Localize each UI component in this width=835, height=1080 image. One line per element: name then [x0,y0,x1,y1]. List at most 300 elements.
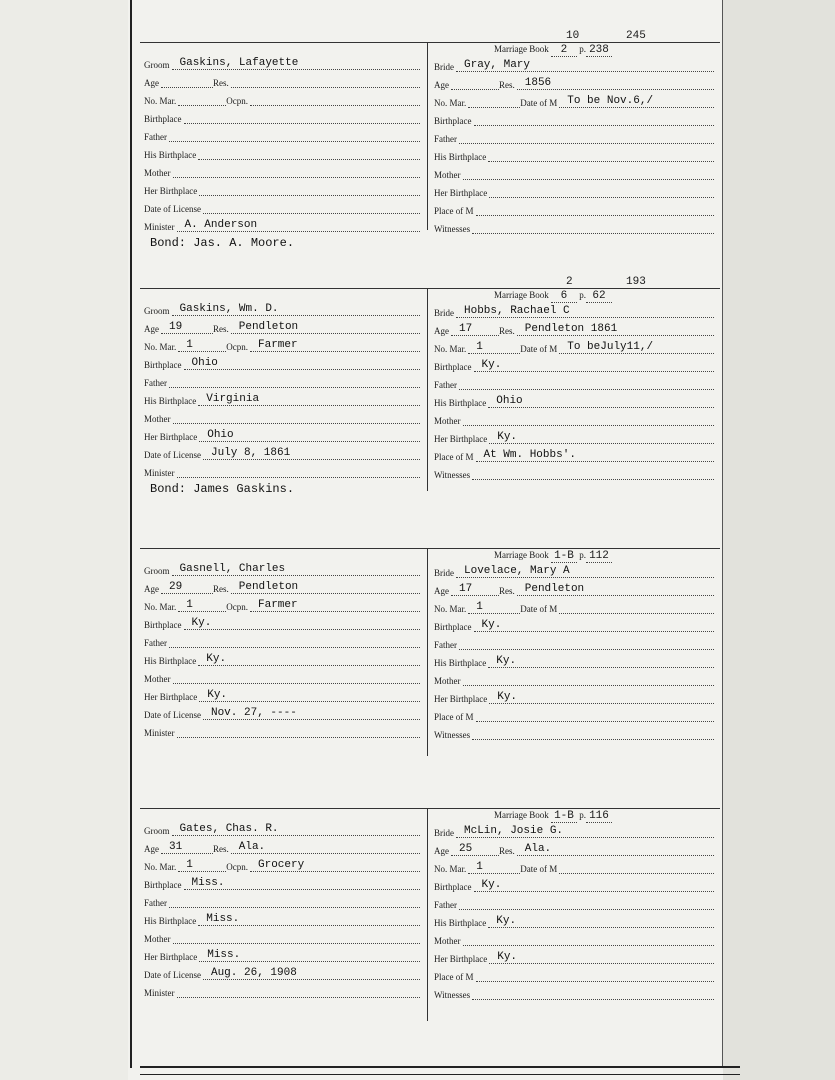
marriage-book-line [494,290,612,303]
form-row [144,562,420,576]
bride-birthplace-value: Ky. [474,619,715,632]
groom-her-birthplace-label: Her Birthplace [144,432,198,442]
marriage-book-line [494,810,612,823]
groom-name-value: Gaskins, Wm. D. [172,303,421,316]
book-volume-annotation: 2 [566,276,573,288]
groom-res-label: Res. [213,324,229,334]
form-row [144,912,420,926]
form-row [434,358,714,372]
form-row [434,708,714,722]
form-row [434,466,714,480]
form-row [144,428,420,442]
bride-birthplace-value [474,113,715,126]
groom-his-birthplace-label: His Birthplace [144,150,197,160]
form-row [144,320,420,334]
bride-res-value: 1856 [517,77,714,90]
bride-res-value: Pendleton [517,583,714,596]
groom-age-label: Age [144,584,159,594]
bride-her-birthplace-label: Her Birthplace [434,434,488,444]
form-row [434,726,714,740]
form-row [434,394,714,408]
form-row [144,634,420,648]
bride-his-birthplace-value: Ohio [488,395,714,408]
groom-age-value [161,75,213,88]
groom-date-of-license-label: Date of License [144,970,201,980]
card-column-divider [427,548,428,756]
groom-name-label: Groom [144,826,170,836]
form-row [144,374,420,388]
page-annotation: 193 [626,276,646,288]
form-row [434,968,714,982]
groom-res-value: Pendleton [231,581,420,594]
form-row [434,860,714,874]
form-row [434,112,714,126]
bride-age-label: Age [434,586,449,596]
form-row [144,724,420,738]
bride-age-label: Age [434,80,449,90]
groom-mother-label: Mother [144,674,171,684]
groom-mother-value [173,165,421,178]
groom-age-label: Age [144,324,159,334]
groom-her-birthplace-label: Her Birthplace [144,186,198,196]
form-row [434,618,714,632]
groom-her-birthplace-label: Her Birthplace [144,952,198,962]
form-row [434,654,714,668]
groom-father-label: Father [144,898,167,908]
bride-father-label: Father [434,900,457,910]
form-row [144,598,420,612]
bride-date-of-m-label: Date of M [520,604,558,614]
groom-minister-label: Minister [144,728,175,738]
groom-ocpn-value [250,93,420,106]
bottom-rule [140,1066,740,1068]
groom-father-value [169,375,420,388]
form-row [144,446,420,460]
bride-father-label: Father [434,380,457,390]
bride-witnesses-value [472,727,714,740]
groom-res-value [231,75,420,88]
bride-name-value: Hobbs, Rachael C [456,305,714,318]
groom-ocpn-label: Ocpn. [226,862,248,872]
groom-ocpn-label: Ocpn. [226,342,248,352]
bride-date-of-m-label: Date of M [520,98,558,108]
form-row [144,302,420,316]
groom-res-label: Res. [213,78,229,88]
groom-her-birthplace-value: Miss. [199,949,420,962]
groom-age-label: Age [144,844,159,854]
card-top-rule [140,548,720,549]
bride-mother-value [463,413,715,426]
form-row [144,128,420,142]
record-card [140,30,720,250]
form-row [144,392,420,406]
bride-mother-value [463,167,715,180]
left-margin [0,0,128,1080]
form-row [434,448,714,462]
record-card [140,548,720,758]
record-card [140,276,720,496]
groom-name-value: Gasnell, Charles [172,563,421,576]
groom-his-birthplace-label: His Birthplace [144,396,197,406]
marriage-book-label: Marriage Book [494,550,549,560]
form-row [434,166,714,180]
bride-witnesses-value [472,987,714,1000]
bride-no-mar-label: No. Mar. [434,98,467,108]
groom-no-mar-value [178,93,226,106]
groom-birthplace-value: Ohio [184,357,421,370]
form-row [434,58,714,72]
groom-date-of-license-label: Date of License [144,450,201,460]
marriage-book-label: Marriage Book [494,44,549,54]
bride-his-birthplace-label: His Birthplace [434,398,487,408]
bride-her-birthplace-value: Ky. [489,691,714,704]
form-row [144,200,420,214]
bride-res-label: Res. [499,586,515,596]
groom-her-birthplace-value [199,183,420,196]
bride-no-mar-value: 1 [468,861,520,874]
bride-father-label: Father [434,134,457,144]
bride-no-mar-label: No. Mar. [434,344,467,354]
bride-birthplace-label: Birthplace [434,882,472,892]
groom-minister-value [177,985,421,998]
groom-ocpn-label: Ocpn. [226,602,248,612]
bride-no-mar-value: 1 [468,341,520,354]
form-row [144,652,420,666]
groom-res-label: Res. [213,844,229,854]
groom-her-birthplace-label: Her Birthplace [144,692,198,702]
bride-age-value: 17 [451,583,499,596]
marriage-book-label: Marriage Book [494,290,549,300]
bride-name-label: Bride [434,308,454,318]
bride-birthplace-label: Birthplace [434,622,472,632]
bride-birthplace-label: Birthplace [434,362,472,372]
bride-birthplace-value: Ky. [474,359,715,372]
form-row [434,914,714,928]
bride-his-birthplace-label: His Birthplace [434,658,487,668]
bride-date-of-m-label: Date of M [520,864,558,874]
groom-father-value [169,895,420,908]
groom-minister-label: Minister [144,988,175,998]
bride-mother-label: Mother [434,170,461,180]
groom-her-birthplace-value: Ohio [199,429,420,442]
groom-date-of-license-value: Aug. 26, 1908 [203,967,420,980]
marriage-book-number: 2 [551,44,577,57]
form-row [434,130,714,144]
groom-mother-label: Mother [144,934,171,944]
bride-age-value [451,77,499,90]
marriage-book-label: Marriage Book [494,810,549,820]
groom-ocpn-value: Farmer [250,339,420,352]
bride-mother-value [463,933,715,946]
bride-place-of-m-value [476,709,715,722]
form-row [144,110,420,124]
card-column-divider [427,808,428,1021]
form-row [144,164,420,178]
form-row [434,636,714,650]
groom-his-birthplace-value: Virginia [198,393,420,406]
groom-mother-value [173,411,421,424]
form-row [434,340,714,354]
bride-age-label: Age [434,326,449,336]
bride-father-value [459,377,714,390]
page-label: p. [579,290,586,300]
form-row [434,672,714,686]
groom-minister-value: A. Anderson [177,219,421,232]
groom-no-mar-value: 1 [178,599,226,612]
marriage-book-line [494,550,612,563]
form-row [434,950,714,964]
bride-her-birthplace-value [489,185,714,198]
groom-mother-value [173,931,421,944]
right-margin [723,0,835,1080]
bride-age-label: Age [434,846,449,856]
bride-age-value: 17 [451,323,499,336]
form-row [144,858,420,872]
card-column-divider [427,42,428,230]
bride-mother-value [463,673,715,686]
groom-ocpn-label: Ocpn. [226,96,248,106]
bride-date-of-m-value: To be Nov.6,/ [559,95,714,108]
form-row [144,580,420,594]
form-row [434,690,714,704]
groom-his-birthplace-value [198,147,420,160]
bottom-rule-2 [140,1074,740,1075]
bride-his-birthplace-label: His Birthplace [434,918,487,928]
groom-no-mar-label: No. Mar. [144,862,177,872]
groom-his-birthplace-value: Miss. [198,913,420,926]
bride-place-of-m-value [476,203,715,216]
form-row [434,824,714,838]
groom-minister-value [177,465,421,478]
bride-name-value: Gray, Mary [456,59,714,72]
bond-note: Bond: James Gaskins. [150,482,295,496]
bride-res-label: Res. [499,846,515,856]
form-row [144,840,420,854]
groom-age-value: 31 [161,841,213,854]
bride-mother-label: Mother [434,936,461,946]
bride-res-label: Res. [499,326,515,336]
bride-birthplace-label: Birthplace [434,116,472,126]
right-border-rule [722,0,723,1068]
bride-age-value: 25 [451,843,499,856]
groom-father-label: Father [144,378,167,388]
form-row [144,92,420,106]
bride-his-birthplace-value: Ky. [488,915,714,928]
bride-his-birthplace-label: His Birthplace [434,152,487,162]
form-row [434,896,714,910]
groom-name-label: Groom [144,306,170,316]
groom-res-value: Pendleton [231,321,420,334]
bride-place-of-m-label: Place of M [434,206,474,216]
card-top-rule [140,288,720,289]
form-row [144,966,420,980]
bride-his-birthplace-value: Ky. [488,655,714,668]
form-row [434,148,714,162]
groom-date-of-license-value [203,201,420,214]
groom-res-value: Ala. [231,841,420,854]
groom-his-birthplace-label: His Birthplace [144,916,197,926]
bride-witnesses-label: Witnesses [434,224,471,234]
groom-no-mar-label: No. Mar. [144,602,177,612]
bride-res-label: Res. [499,80,515,90]
groom-name-label: Groom [144,566,170,576]
form-row [434,412,714,426]
form-row [144,182,420,196]
groom-minister-label: Minister [144,468,175,478]
form-row [434,76,714,90]
groom-his-birthplace-value: Ky. [198,653,420,666]
groom-date-of-license-label: Date of License [144,710,201,720]
bond-note: Bond: Jas. A. Moore. [150,236,295,250]
page-label: p. [579,44,586,54]
page-number: 112 [586,550,612,563]
groom-date-of-license-value: July 8, 1861 [203,447,420,460]
marriage-book-number: 1-B [551,810,577,823]
form-row [144,876,420,890]
groom-res-label: Res. [213,584,229,594]
groom-minister-label: Minister [144,222,175,232]
form-row [144,948,420,962]
form-row [434,220,714,234]
bride-place-of-m-label: Place of M [434,452,474,462]
form-row [144,706,420,720]
form-row [144,410,420,424]
groom-name-value: Gaskins, Lafayette [172,57,421,70]
form-row [434,184,714,198]
form-row [434,376,714,390]
groom-mother-label: Mother [144,168,171,178]
card-top-rule [140,42,720,43]
bride-no-mar-label: No. Mar. [434,604,467,614]
groom-birthplace-label: Birthplace [144,360,182,370]
bride-her-birthplace-label: Her Birthplace [434,694,488,704]
groom-date-of-license-value: Nov. 27, ---- [203,707,420,720]
groom-age-value: 29 [161,581,213,594]
bride-witnesses-label: Witnesses [434,990,471,1000]
bride-no-mar-value [468,95,520,108]
marriage-book-number: 1-B [551,550,577,563]
bride-witnesses-label: Witnesses [434,470,471,480]
groom-father-label: Father [144,132,167,142]
marriage-book-number: 6 [551,290,577,303]
form-row [434,986,714,1000]
form-row [144,616,420,630]
form-row [144,56,420,70]
form-row [434,564,714,578]
bride-father-value [459,897,714,910]
form-row [434,94,714,108]
form-row [434,582,714,596]
bride-name-label: Bride [434,62,454,72]
form-row [434,304,714,318]
page-number: 116 [586,810,612,823]
page-number: 62 [586,290,612,303]
page-label: p. [579,550,586,560]
groom-birthplace-value: Ky. [184,617,421,630]
form-row [144,338,420,352]
groom-birthplace-label: Birthplace [144,620,182,630]
record-card [140,808,720,1023]
bride-name-value: Lovelace, Mary A [456,565,714,578]
form-row [144,930,420,944]
bride-name-label: Bride [434,568,454,578]
page-label: p. [579,810,586,820]
form-row [434,932,714,946]
form-row [144,146,420,160]
bride-name-value: McLin, Josie G. [456,825,714,838]
bride-father-value [459,637,714,650]
bride-her-birthplace-value: Ky. [489,431,714,444]
marriage-book-line [494,44,612,57]
bride-date-of-m-value [559,861,714,874]
left-border-rule [130,0,132,1068]
bride-res-value: Pendleton 1861 [517,323,714,336]
form-row [434,600,714,614]
bride-place-of-m-label: Place of M [434,972,474,982]
groom-no-mar-label: No. Mar. [144,96,177,106]
bride-res-value: Ala. [517,843,714,856]
form-row [144,464,420,478]
bride-date-of-m-value: To beJuly11,/ [559,341,714,354]
bride-no-mar-value: 1 [468,601,520,614]
form-row [144,822,420,836]
form-row [144,984,420,998]
bride-father-value [459,131,714,144]
groom-age-value: 19 [161,321,213,334]
groom-no-mar-value: 1 [178,339,226,352]
groom-name-label: Groom [144,60,170,70]
groom-father-label: Father [144,638,167,648]
groom-birthplace-label: Birthplace [144,114,182,124]
form-row [144,218,420,232]
groom-birthplace-value [184,111,421,124]
form-row [144,670,420,684]
bride-her-birthplace-label: Her Birthplace [434,954,488,964]
groom-mother-label: Mother [144,414,171,424]
bride-birthplace-value: Ky. [474,879,715,892]
bride-father-label: Father [434,640,457,650]
card-top-rule [140,808,720,809]
page-annotation: 245 [626,30,646,42]
bride-witnesses-label: Witnesses [434,730,471,740]
form-row [144,894,420,908]
groom-birthplace-value: Miss. [184,877,421,890]
form-row [434,202,714,216]
bride-mother-label: Mother [434,676,461,686]
groom-name-value: Gates, Chas. R. [172,823,421,836]
bride-date-of-m-label: Date of M [520,344,558,354]
form-row [434,842,714,856]
groom-ocpn-value: Farmer [250,599,420,612]
bride-date-of-m-value [559,601,714,614]
bride-mother-label: Mother [434,416,461,426]
bride-her-birthplace-label: Her Birthplace [434,188,488,198]
bride-place-of-m-value: At Wm. Hobbs'. [476,449,715,462]
groom-birthplace-label: Birthplace [144,880,182,890]
groom-her-birthplace-value: Ky. [199,689,420,702]
groom-mother-value [173,671,421,684]
bride-his-birthplace-value [488,149,714,162]
form-row [434,878,714,892]
groom-date-of-license-label: Date of License [144,204,201,214]
bride-place-of-m-value [476,969,715,982]
book-volume-annotation: 10 [566,30,580,42]
form-row [144,688,420,702]
groom-no-mar-label: No. Mar. [144,342,177,352]
groom-ocpn-value: Grocery [250,859,420,872]
groom-his-birthplace-label: His Birthplace [144,656,197,666]
bride-name-label: Bride [434,828,454,838]
